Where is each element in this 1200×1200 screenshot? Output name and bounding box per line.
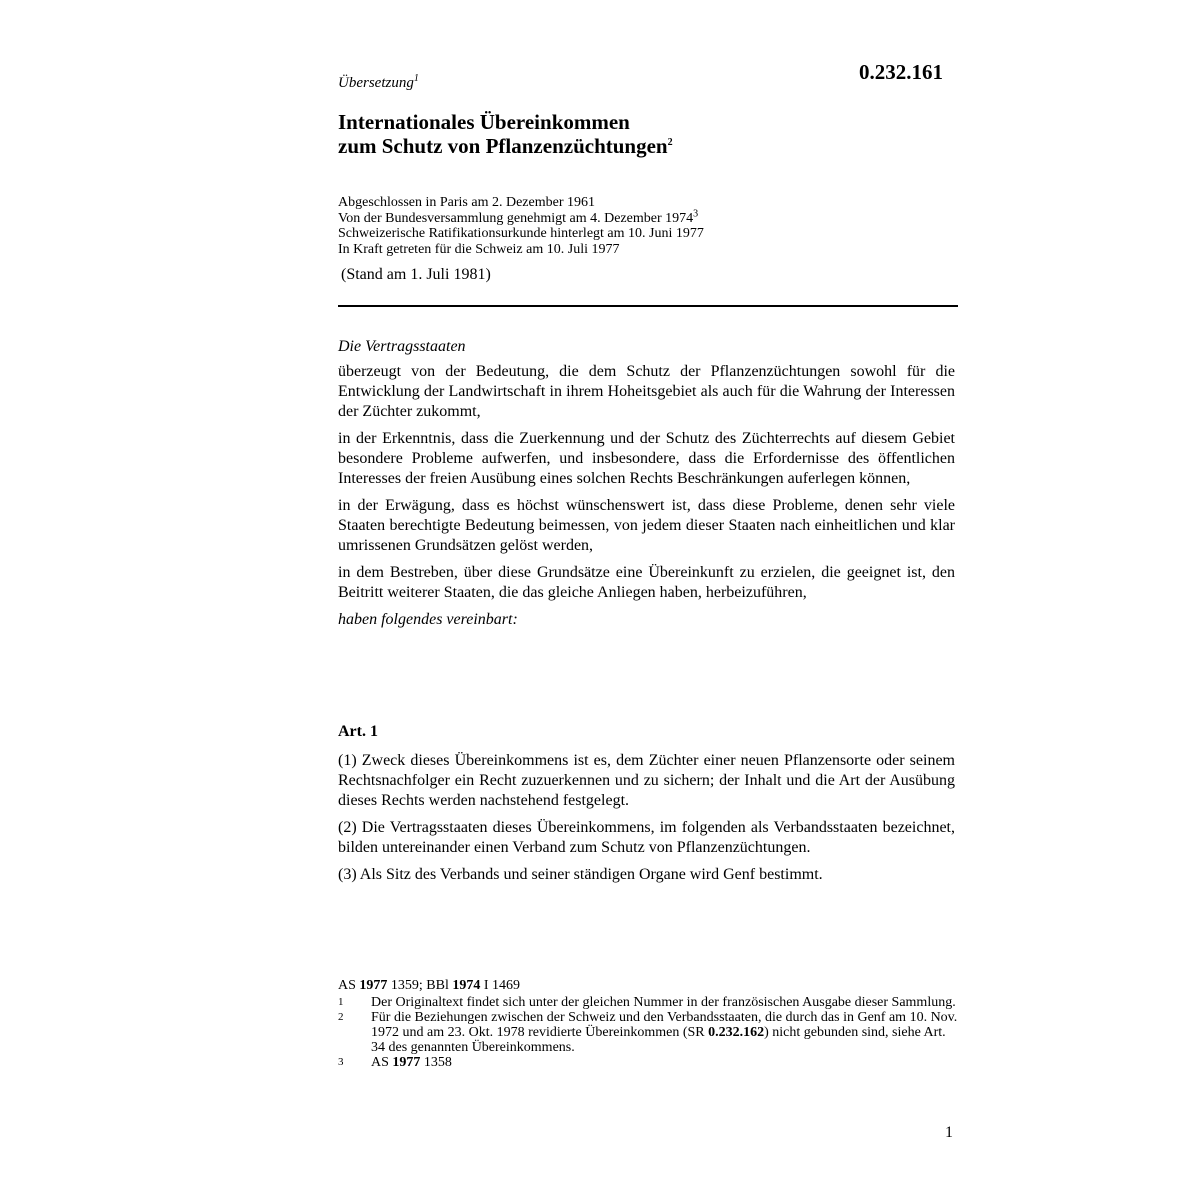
footnote-3: [338, 1055, 958, 1070]
footnote-text: Der Originaltext findet sich unter der gleichen Nummer in der französischen Ausgabe dieser Sammlung.: [371, 995, 956, 1010]
footnote-number: 3: [338, 1056, 344, 1068]
footnote-ref-3[interactable]: 3: [693, 207, 699, 219]
header-divider: [338, 305, 958, 307]
as-reference: AS 1977 1359; BBl 1974 I 1469: [338, 978, 521, 993]
footnote-text: Für die Beziehungen zwischen der Schweiz und den Verbandsstaaten, die durch das in Genf am 10. Nov. 1972 und am 23. Okt. 1978 revidierte Übereinkommen (SR 0.232.162) nicht gebunden sind, siehe Art. 34 des genannten Übereinkommens.: [371, 1010, 958, 1055]
footnotes: [338, 978, 958, 1070]
footnote-number: 2: [338, 1011, 344, 1023]
sr-number: 0.232.161: [859, 60, 943, 84]
in-force-date: In Kraft getreten für die Schweiz am 10. Juli 1977: [338, 241, 620, 257]
document-metadata: [338, 195, 704, 257]
article-paragraph: (1) Zweck dieses Übereinkommens ist es, dem Züchter einer neuen Pflanzensorte oder seinem Rechtsnachfolger ein Recht zuzuerkennen und zu sichern; der Inhalt und die Art der Ausübung dieses Rechts werden nachstehend festgelegt.: [338, 752, 955, 809]
article-paragraph: (2) Die Vertragsstaaten dieses Übereinkommens, im folgenden als Verbandsstaaten bezeichnet, bilden untereinander einen Verband zum Schutz von Pflanzenzüchtungen.: [338, 819, 955, 856]
translation-label: [338, 75, 419, 92]
footnote-1: [338, 995, 958, 1010]
title-line-2: zum Schutz von Pflanzenzüchtungen$^2$: [338, 134, 673, 158]
article-1: [338, 722, 955, 892]
preamble-paragraph: in der Erwägung, dass es höchst wünschenswert ist, dass diese Probleme, denen sehr viele Staaten berechtigte Bedeutung beimessen, von jedem dieser Staaten nach einheitlichen und klar umrissenen Grundsätzen gelöst werden,: [338, 497, 955, 554]
sr-link[interactable]: 0.232.162: [708, 1025, 765, 1040]
article-heading: Art. 1: [338, 723, 378, 740]
footnote-number: 1: [338, 996, 344, 1008]
concluded-date: Abgeschlossen in Paris am 2. Dezember 1961: [338, 195, 595, 210]
status-date: (Stand am 1. Juli 1981): [341, 266, 491, 283]
footnote-text: AS 1977 1358: [371, 1055, 452, 1070]
translation-text: Übersetzung: [338, 75, 414, 91]
preamble-paragraph: in dem Bestreben, über diese Grundsätze eine Übereinkunft zu erzielen, die geeignet ist, den Beitritt weiterer Staaten, die das gleiche Anliegen haben, herbeizuführen,: [338, 564, 955, 601]
preamble-closing: haben folgendes vereinbart:: [338, 611, 518, 628]
ratification-date: Schweizerische Ratifikationsurkunde hinterlegt am 10. Juni 1977: [338, 226, 704, 241]
footnote-ref-1[interactable]: 1: [413, 73, 419, 84]
preamble-paragraph: in der Erkenntnis, dass die Zuerkennung und der Schutz des Züchterrechts auf diesem Gebiet besondere Probleme aufwerfen, und insbesondere, dass die Erfordernisse des öffentlichen Interesses der freien Ausübung eines solchen Rechts Beschränkungen auferlegen können,: [338, 430, 955, 487]
article-paragraph: (3) Als Sitz des Verbands und seiner ständigen Organe wird Genf bestimmt.: [338, 866, 823, 883]
document-title: [338, 110, 673, 158]
title-line-1: Internationales Übereinkommen: [338, 110, 630, 134]
approved-date: Von der Bundesversammlung genehmigt am 4. Dezember 1974$^3$: [338, 207, 699, 226]
footnote-2: [338, 1010, 958, 1055]
footnote-ref-2[interactable]: 2: [667, 137, 673, 148]
preamble-paragraph: überzeugt von der Bedeutung, die dem Schutz der Pflanzenzüchtungen sowohl für die Entwicklung der Landwirtschaft in ihrem Hoheitsgebiet als auch für die Wahrung der Interessen der Züchter zukommt,: [338, 363, 955, 420]
page-number: 1: [945, 1124, 953, 1141]
preamble-lead: Die Vertragsstaaten: [338, 338, 466, 355]
preamble: [338, 337, 955, 637]
